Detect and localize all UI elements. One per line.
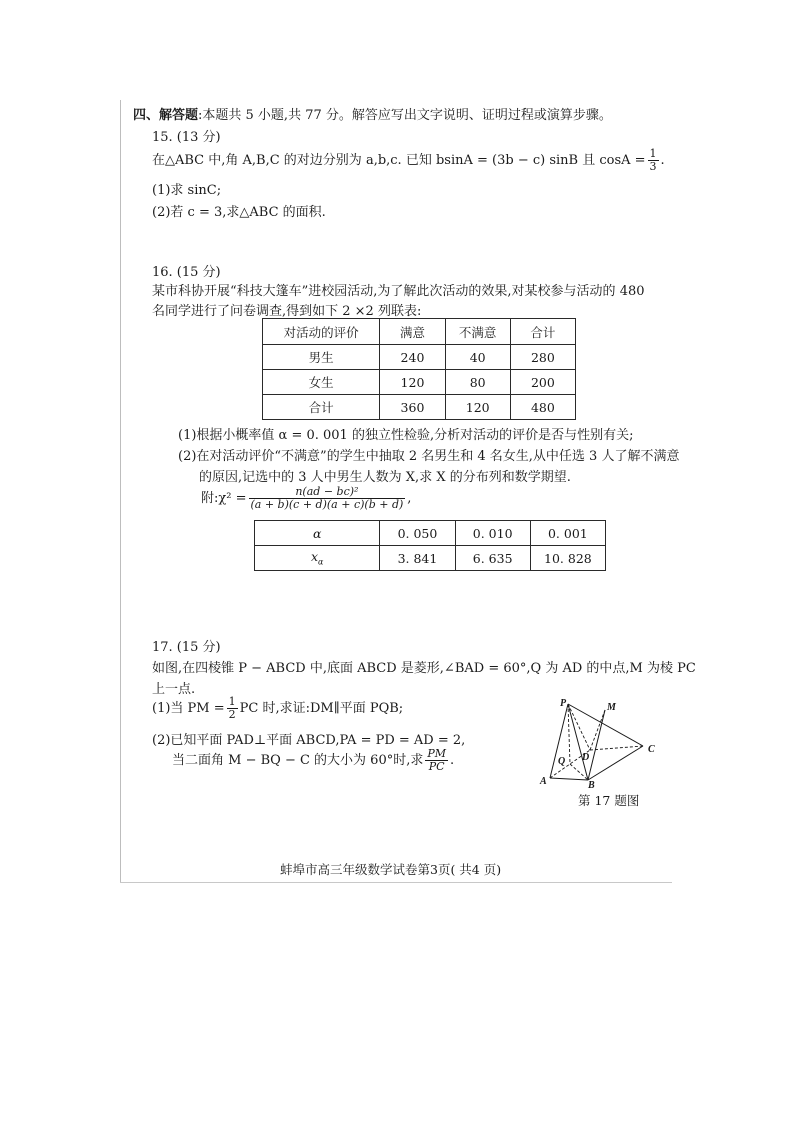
- figure-caption: 第 17 题图: [578, 793, 640, 808]
- q16-header: 16. (15 分): [152, 265, 221, 280]
- q17-part2-num: PM: [427, 747, 447, 760]
- edge-DC: [590, 746, 643, 750]
- q17-part2-end: .: [450, 753, 455, 768]
- section-text: :本题共 5 小题,共 77 分。解答应写出文字说明、证明过程或演算步骤。: [198, 108, 612, 123]
- q15-cos-fraction: [648, 148, 659, 173]
- table-header-cell: 合计: [510, 319, 575, 345]
- label-M: M: [607, 702, 616, 713]
- table-row: [255, 546, 606, 571]
- q17-part1-text: (1)当 PM =: [152, 701, 225, 716]
- edge-PQ: [568, 704, 570, 764]
- contingency-table: [262, 318, 576, 420]
- table-cell: 200: [510, 370, 575, 395]
- page-frame-bottom: [120, 882, 672, 883]
- table-cell: 3. 841: [380, 546, 455, 571]
- table-cell: 120: [380, 370, 445, 395]
- chi-square-formula: [201, 486, 411, 512]
- q15-cos-num: 1: [649, 147, 657, 160]
- chi-square-fraction: [249, 486, 406, 511]
- table-row: [263, 395, 576, 420]
- table-header-cell: 满意: [380, 319, 445, 345]
- x-alpha-subscript: α: [318, 557, 324, 567]
- label-P: P: [560, 698, 567, 709]
- table-cell: 10. 828: [530, 546, 605, 571]
- label-C: C: [648, 744, 655, 755]
- table-cell: 0. 010: [455, 521, 530, 546]
- table-cell: 80: [445, 370, 510, 395]
- table-cell: 480: [510, 395, 575, 420]
- q17-part2-line1: (2)已知平面 PAD⊥平面 ABCD,PA = PD = AD = 2,: [152, 733, 466, 748]
- edge-QB: [570, 764, 588, 780]
- edge-DM: [590, 710, 605, 750]
- table-header-cell: 对活动的评价: [263, 319, 380, 345]
- q15-stem-end: .: [660, 153, 665, 168]
- q16-part1: (1)根据小概率值 α = 0. 001 的独立性检验,分析对活动的评价是否与性别有关;: [178, 428, 634, 443]
- q15-header: 15. (13 分): [152, 130, 221, 145]
- table-cell: 360: [380, 395, 445, 420]
- formula-numerator: n(ad − bc)²: [249, 486, 406, 499]
- q17-part2-fraction: [425, 748, 448, 773]
- q15-stem: [152, 148, 665, 173]
- q15-part2: (2)若 c = 3,求△ABC 的面积.: [152, 205, 326, 220]
- table-cell: 280: [510, 345, 575, 370]
- edge-AB: [550, 778, 588, 780]
- q17-stem-line1: 如图,在四棱锥 P − ABCD 中,底面 ABCD 是菱形,∠BAD = 60°,Q 为 AD 的中点,M 为棱 PC: [152, 661, 696, 676]
- appendix-label: 附:χ² =: [201, 491, 247, 506]
- table-cell: 男生: [263, 345, 380, 370]
- table-row: [263, 345, 576, 370]
- section-label: 四、解答题: [133, 108, 199, 123]
- critical-value-table: [254, 520, 606, 571]
- table-cell: α: [255, 521, 380, 546]
- edge-PD: [568, 704, 590, 750]
- q17-part1-fraction: [227, 696, 238, 721]
- q16-part2-line1: (2)在对活动评价“不满意”的学生中抽取 2 名男生和 4 名女生,从中任选 3 人了解不满意: [178, 449, 680, 464]
- page-footer: 蚌埠市高三年级数学试卷第3页( 共4 页): [280, 862, 502, 877]
- table-cell: 0. 001: [530, 521, 605, 546]
- label-B: B: [588, 780, 595, 791]
- q17-stem-line2: 上一点.: [152, 682, 196, 697]
- q16-stem-line2: 名同学进行了问卷调查,得到如下 2 ×2 列联表:: [152, 304, 422, 319]
- table-cell: 6. 635: [455, 546, 530, 571]
- table-header-cell: 不满意: [445, 319, 510, 345]
- table-header-row: [263, 319, 576, 345]
- q15-stem-text: 在△ABC 中,角 A,B,C 的对边分别为 a,b,c. 已知 bsinA = (3b − c) sinB 且 cosA =: [152, 153, 646, 168]
- page-frame-left: [120, 100, 121, 883]
- table-cell: 0. 050: [380, 521, 455, 546]
- label-D: D: [582, 752, 590, 763]
- q16-part2-line2: 的原因,记选中的 3 人中男生人数为 X,求 X 的分布列和数学期望.: [199, 470, 571, 485]
- table-cell: 240: [380, 345, 445, 370]
- q16-stem-line1: 某市科协开展“科技大篷车”进校园活动,为了解此次活动的效果,对某校参与活动的 480: [152, 284, 645, 299]
- table-row: [263, 370, 576, 395]
- pyramid-figure: [528, 694, 668, 796]
- q17-part2-den: PC: [428, 760, 445, 773]
- q17-part2-line2: [172, 748, 454, 774]
- table-cell: 120: [445, 395, 510, 420]
- table-cell: 合计: [263, 395, 380, 420]
- q17-part1-num: 1: [228, 695, 236, 708]
- table-row: [255, 521, 606, 546]
- q15-part1: (1)求 sinC;: [152, 183, 222, 198]
- q15-cos-den: 3: [649, 160, 657, 173]
- edge-PC: [568, 704, 643, 746]
- edge-PB: [568, 704, 588, 780]
- formula-denominator: (a + b)(c + d)(a + c)(b + d): [250, 498, 404, 511]
- label-Q: Q: [558, 756, 566, 767]
- table-cell: [255, 546, 380, 571]
- q17-part2-text: 当二面角 M − BQ − C 的大小为 60°时,求: [172, 753, 424, 768]
- table-cell: 女生: [263, 370, 380, 395]
- q17-part1-end: PC 时,求证:DM∥平面 PQB;: [239, 701, 404, 716]
- q17-header: 17. (15 分): [152, 640, 221, 655]
- section-header: [133, 104, 612, 123]
- x-alpha-label: x: [310, 549, 318, 565]
- formula-end: ,: [407, 491, 412, 506]
- q17-part1-den: 2: [228, 708, 236, 721]
- label-A: A: [540, 776, 547, 787]
- table-cell: 40: [445, 345, 510, 370]
- edge-BC: [588, 746, 643, 780]
- q17-part1: [152, 696, 403, 722]
